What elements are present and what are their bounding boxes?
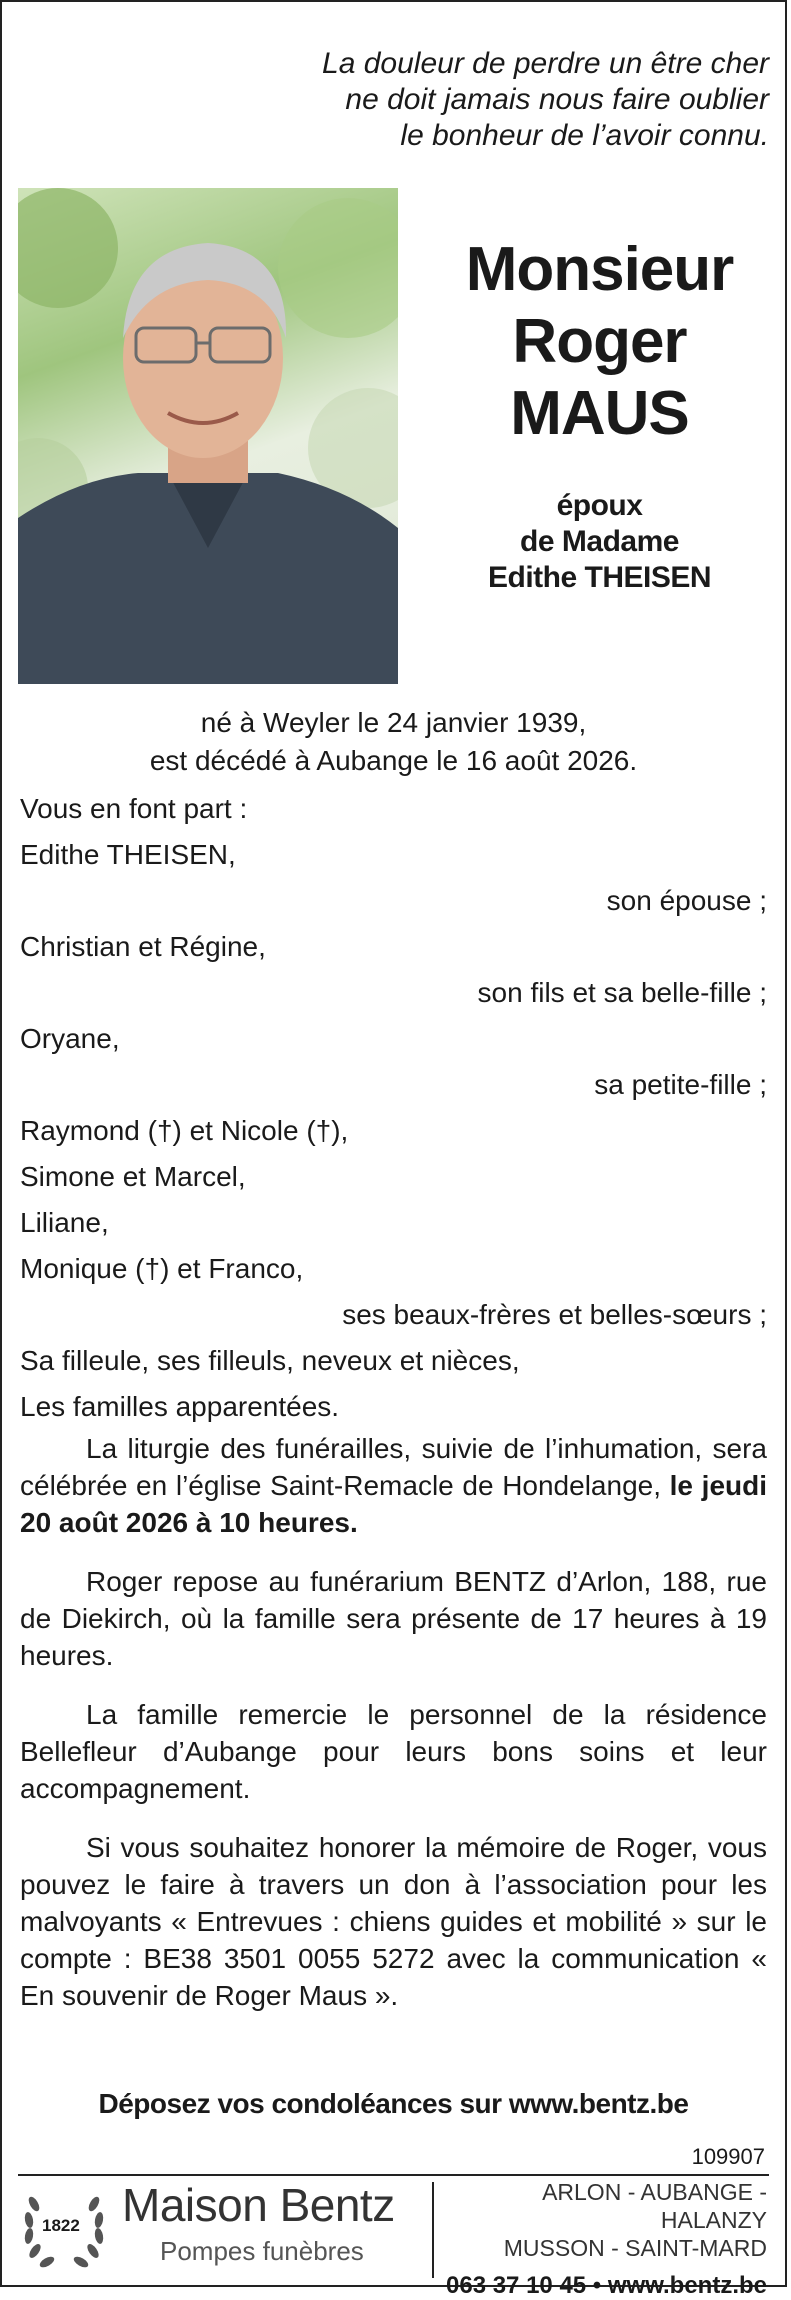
reference-number: 109907 — [691, 2144, 765, 2169]
family-line: Raymond (†) et Nicole (†), — [20, 1115, 349, 1146]
notice-paragraphs — [20, 1430, 767, 2036]
deceased-name-block — [422, 234, 777, 596]
spouse-line: de Madame — [520, 525, 679, 558]
contact-info — [442, 2178, 767, 2300]
family-line: Christian et Régine, — [20, 931, 266, 962]
family-line: Monique (†) et Franco, — [20, 1253, 304, 1284]
quote-line: La douleur de perdre un être cher — [322, 47, 769, 80]
thanks-paragraph: La famille remercie le personnel de la résidence Bellefleur d’Aubange pour leurs bons soins et leur accompagnement. — [20, 1699, 767, 1804]
funeral-text: La liturgie des funérailles, suivie de l’inhumation, sera célébrée en l’église Saint-Remacle de Hondelange, — [20, 1433, 767, 1501]
logo-year: 1822 — [42, 2216, 80, 2235]
condolences-link[interactable]: Déposez vos condoléances sur www.bentz.be — [98, 2088, 689, 2119]
birth-line: né à Weyler le 24 janvier 1939, — [200, 707, 587, 738]
deceased-last-name: MAUS — [510, 379, 689, 448]
family-relation: son épouse ; — [606, 885, 767, 916]
family-line: Edithe THEISEN, — [20, 839, 236, 870]
locations-line: MUSSON - SAINT-MARD — [503, 2235, 767, 2261]
quote-line: ne doit jamais nous faire oublier — [345, 83, 769, 116]
family-relation: sa petite-fille ; — [594, 1069, 767, 1100]
donation-paragraph: Si vous souhaitez honorer la mémoire de Roger, vous pouvez le faire à travers un don à l’association pour les malvoyants « Entrevues : chiens guides et mobilité » sur le compte : BE38 3501 0055 5272 avec la communication « En souvenir de Roger Maus ». — [20, 1832, 767, 2011]
family-line: Vous en font part : — [20, 793, 248, 824]
phone-website[interactable]: 063 37 10 45 • www.bentz.be — [446, 2272, 767, 2299]
spouse-line: Edithe THEISEN — [487, 561, 712, 594]
funeral-date: le jeudi 20 août 2026 à 10 heures. — [20, 1470, 767, 1538]
family-line: Oryane, — [20, 1023, 120, 1054]
funeral-paragraph — [20, 1430, 767, 1541]
family-list — [20, 786, 767, 1430]
deceased-title: Monsieur — [465, 235, 734, 304]
portrait-photo — [18, 188, 398, 684]
spouse-info — [422, 488, 777, 596]
family-relation: son fils et sa belle-fille ; — [477, 977, 767, 1008]
locations-line: ARLON - AUBANGE - HALANZY — [542, 2179, 767, 2233]
family-relation: ses beaux-frères et belles-sœurs ; — [342, 1299, 767, 1330]
quote-line: le bonheur de l’avoir connu. — [400, 119, 769, 152]
brand-subtitle: Pompes funèbres — [160, 2236, 364, 2266]
deceased-first-name: Roger — [512, 307, 687, 376]
birth-death-info — [18, 704, 769, 780]
family-line: Les familles apparentées. — [20, 1391, 340, 1422]
family-line: Simone et Marcel, — [20, 1161, 246, 1192]
brand-name: Maison Bentz — [122, 2179, 395, 2231]
family-line: Sa filleule, ses filleuls, neveux et nièces, — [20, 1345, 520, 1376]
spouse-line: époux — [556, 489, 643, 522]
footer-vertical-divider — [432, 2182, 434, 2278]
rest-paragraph: Roger repose au funérarium BENTZ d’Arlon, 188, rue de Diekirch, où la famille sera présente de 17 heures à 19 heures. — [20, 1566, 767, 1671]
epigraph-quote — [322, 46, 769, 154]
footer-divider — [18, 2174, 769, 2176]
death-line: est décédé à Aubange le 16 août 2026. — [149, 745, 638, 776]
family-line: Liliane, — [20, 1207, 109, 1238]
